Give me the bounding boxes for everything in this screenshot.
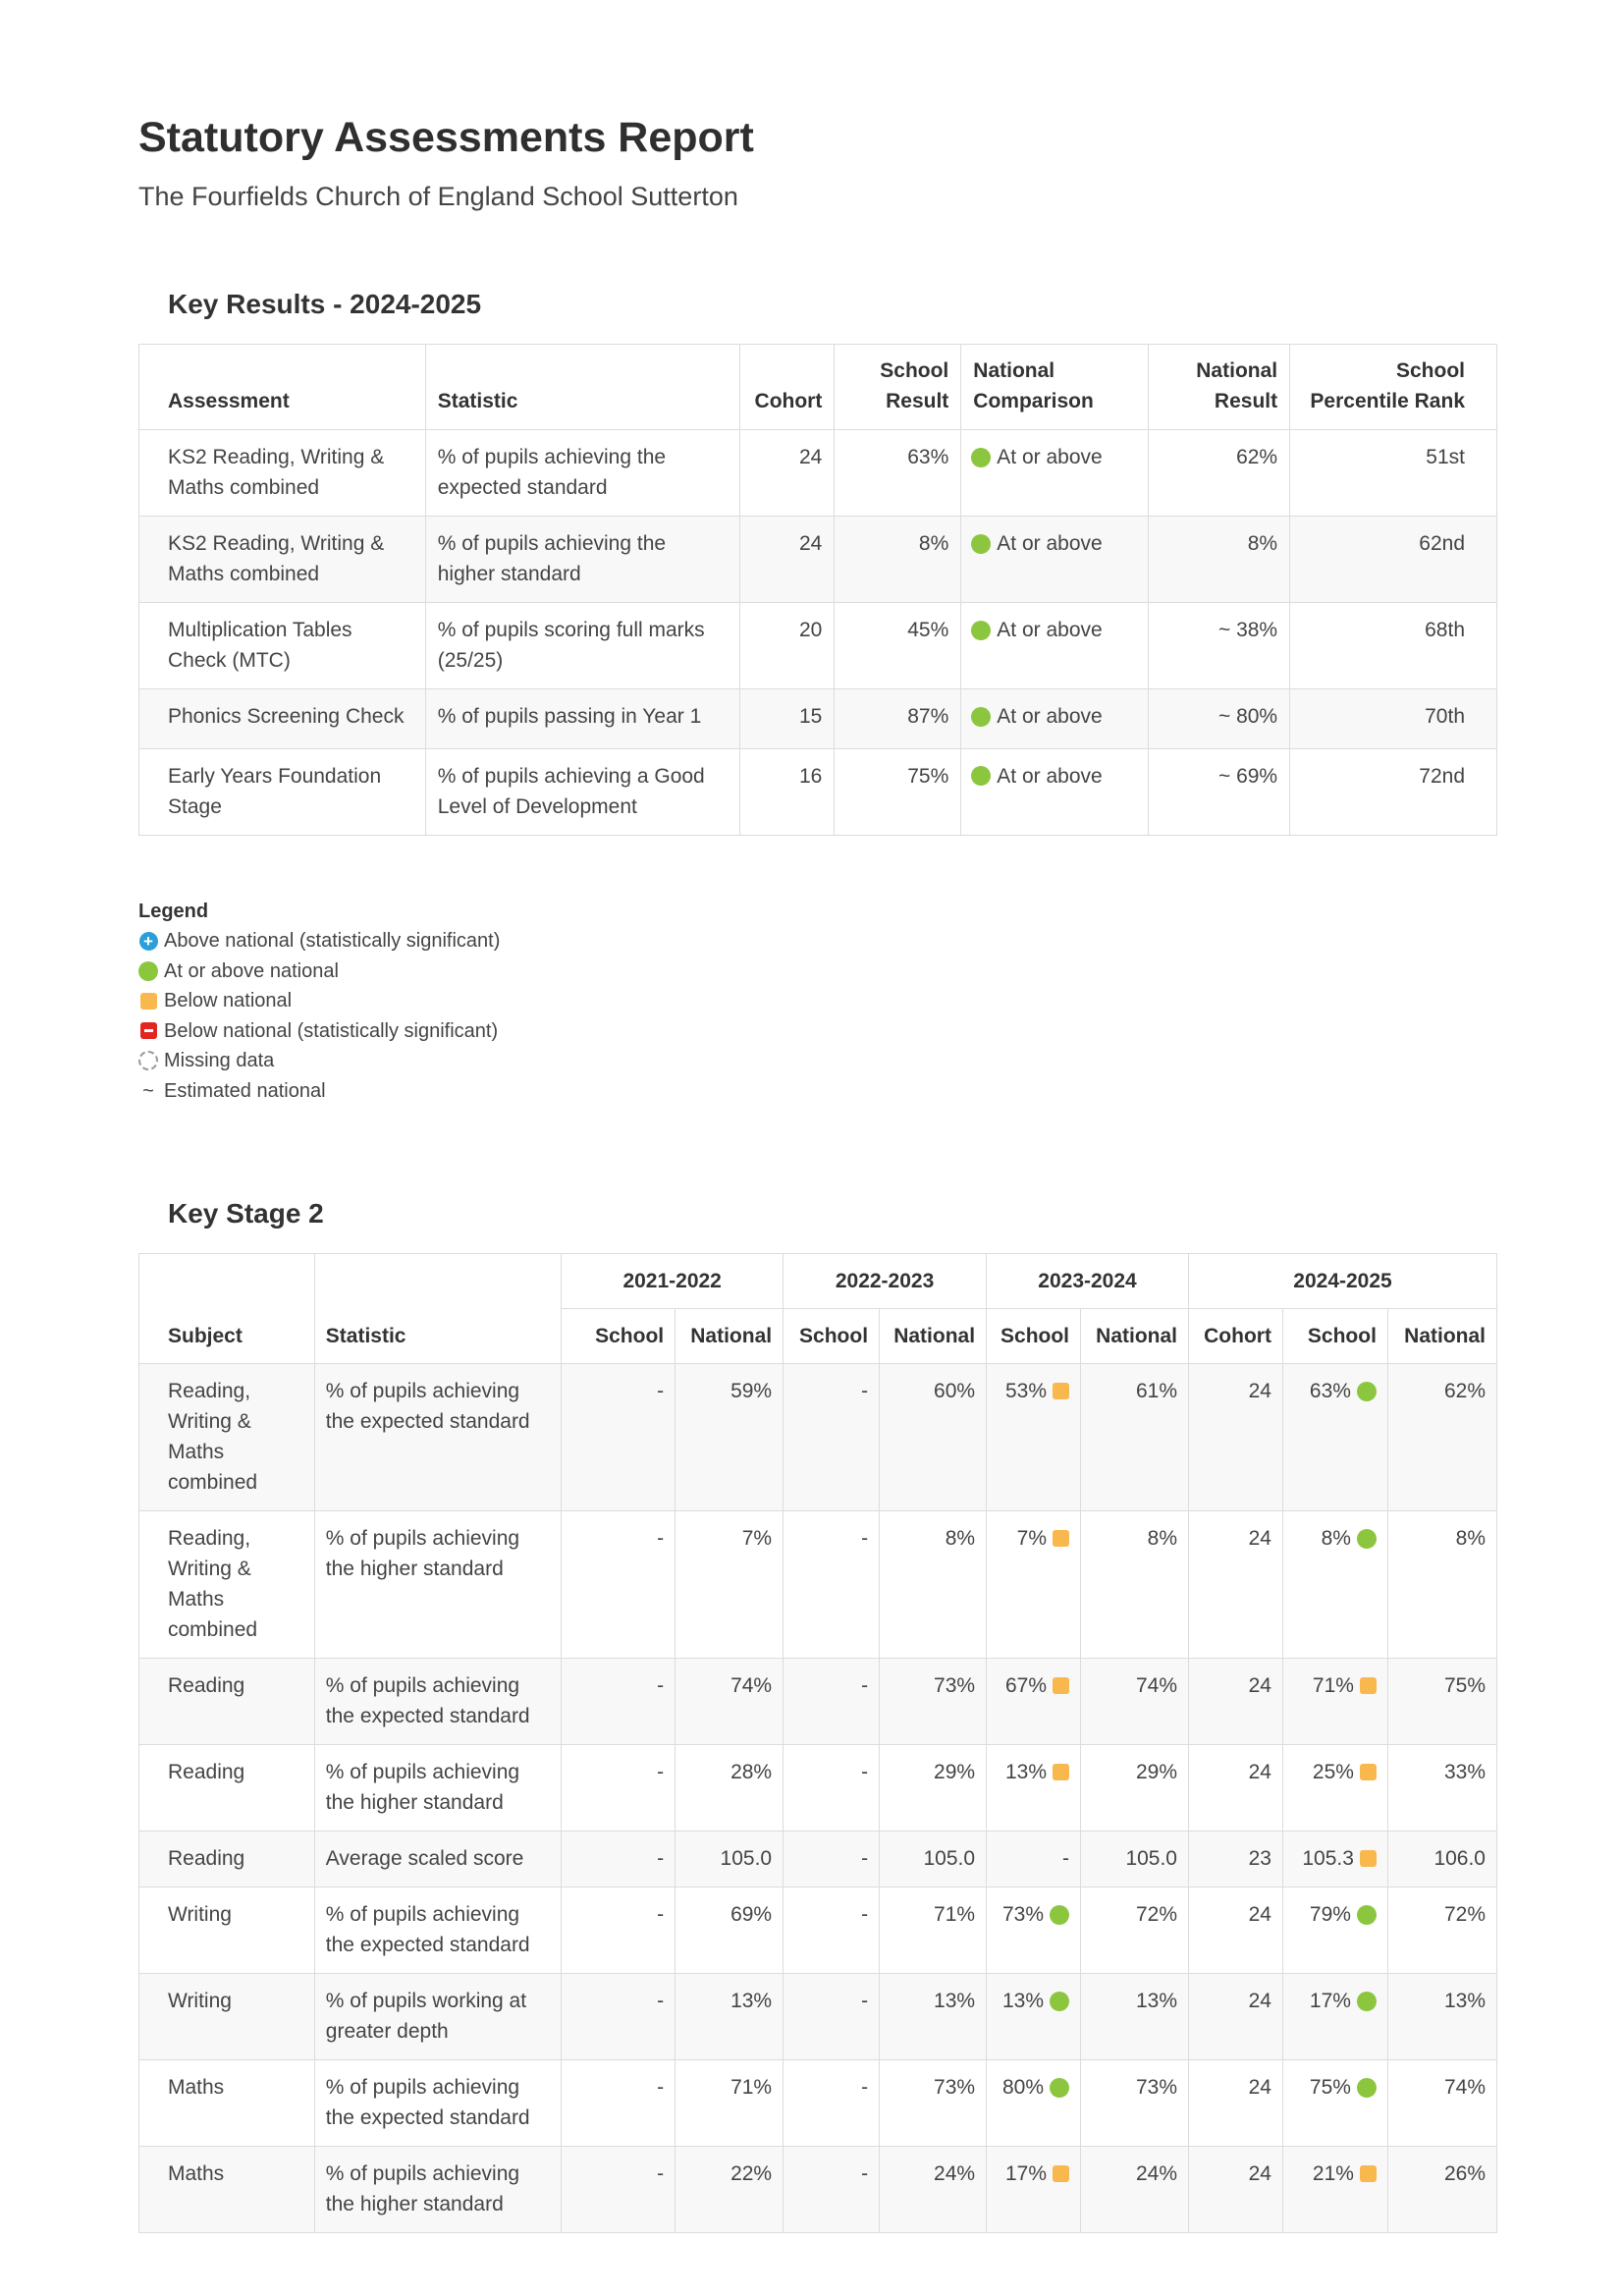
legend (138, 897, 1497, 1107)
col-statistic: Statistic (425, 345, 740, 430)
table-row (139, 2147, 1497, 2233)
green-circle-icon (971, 621, 991, 640)
cohort-2024-2025-cell: 24 (1189, 1659, 1283, 1745)
school-2022-2023-cell: - (784, 1974, 880, 2060)
school-2021-2022-cell: - (562, 1364, 676, 1511)
orange-square-icon (140, 993, 157, 1010)
school-result-cell: 87% (835, 689, 961, 749)
legend-item: Below national (138, 986, 1497, 1016)
national-2022-2023-cell: 73% (880, 1659, 987, 1745)
school-result-cell: 63% (835, 430, 961, 517)
col-national: National (1081, 1309, 1189, 1364)
national-comparison-cell: At or above (961, 603, 1149, 689)
national-comparison-cell: At or above (961, 430, 1149, 517)
percentile-cell: 70th (1290, 689, 1497, 749)
school-2023-2024-cell: 80% (987, 2060, 1081, 2147)
legend-item: Below national (statistically significant) (138, 1016, 1497, 1047)
orange-square-icon (1053, 2165, 1069, 2182)
col-school: School (784, 1309, 880, 1364)
national-2022-2023-cell: 105.0 (880, 1831, 987, 1887)
col-cohort: Cohort (740, 345, 835, 430)
subject-cell: Maths (139, 2147, 315, 2233)
statistic-cell: % of pupils passing in Year 1 (425, 689, 740, 749)
national-result-cell: ~ 69% (1149, 748, 1290, 835)
col-school: School (987, 1309, 1081, 1364)
legend-item: At or above national (138, 957, 1497, 987)
subject-cell: Reading, Writing & Maths combined (139, 1511, 315, 1659)
col-cohort: Cohort (1189, 1309, 1283, 1364)
cohort-2024-2025-cell: 24 (1189, 1745, 1283, 1831)
assessment-cell: Multiplication Tables Check (MTC) (139, 603, 426, 689)
col-national: National (676, 1309, 784, 1364)
page-title: Statutory Assessments Report (138, 114, 754, 161)
green-circle-icon (1357, 1382, 1377, 1401)
national-2021-2022-cell: 59% (676, 1364, 784, 1511)
national-2024-2025-cell: 26% (1387, 2147, 1496, 2233)
national-2021-2022-cell: 13% (676, 1974, 784, 2060)
national-result-cell: 8% (1149, 517, 1290, 603)
col-school: School (562, 1309, 676, 1364)
col-statistic: Statistic (314, 1254, 561, 1364)
school-2023-2024-cell: 13% (987, 1974, 1081, 2060)
statistic-cell: % of pupils working at greater depth (314, 1974, 561, 2060)
statistic-cell: % of pupils achieving the expected standard (314, 1887, 561, 1974)
school-2021-2022-cell: - (562, 1887, 676, 1974)
school-2022-2023-cell: - (784, 2147, 880, 2233)
school-2022-2023-cell: - (784, 1887, 880, 1974)
cohort-cell: 16 (740, 748, 835, 835)
national-result-cell: 62% (1149, 430, 1290, 517)
school-name: The Fourfields Church of England School Sutterton (138, 182, 738, 211)
green-circle-icon (1050, 1905, 1069, 1925)
table-row (139, 1831, 1497, 1887)
national-2023-2024-cell: 61% (1081, 1364, 1189, 1511)
national-2024-2025-cell: 8% (1387, 1511, 1496, 1659)
school-2023-2024-cell: 17% (987, 2147, 1081, 2233)
statistic-cell: % of pupils scoring full marks (25/25) (425, 603, 740, 689)
green-circle-icon (1357, 2078, 1377, 2098)
national-2022-2023-cell: 29% (880, 1745, 987, 1831)
national-2023-2024-cell: 73% (1081, 2060, 1189, 2147)
national-2021-2022-cell: 7% (676, 1511, 784, 1659)
table-row (139, 1974, 1497, 2060)
school-2023-2024-cell: 53% (987, 1364, 1081, 1511)
orange-square-icon (1360, 2165, 1377, 2182)
national-comparison-cell: At or above (961, 517, 1149, 603)
national-2023-2024-cell: 8% (1081, 1511, 1189, 1659)
school-2024-2025-cell: 17% (1282, 1974, 1387, 2060)
col-school-result: School Result (835, 345, 961, 430)
percentile-cell: 62nd (1290, 517, 1497, 603)
report-page (138, 108, 1497, 2233)
key-results-table (138, 344, 1497, 836)
national-2022-2023-cell: 8% (880, 1511, 987, 1659)
cohort-2024-2025-cell: 24 (1189, 1974, 1283, 2060)
ks2-year-header-row (139, 1254, 1497, 1309)
statistic-cell: % of pupils achieving the higher standard (314, 1511, 561, 1659)
col-year-2023-2024: 2023-2024 (987, 1254, 1189, 1309)
percentile-cell: 68th (1290, 603, 1497, 689)
missing-data-icon (138, 1051, 158, 1070)
cohort-2024-2025-cell: 24 (1189, 1511, 1283, 1659)
orange-square-icon (1360, 1677, 1377, 1694)
national-2024-2025-cell: 62% (1387, 1364, 1496, 1511)
blue-plus-icon: + (139, 932, 158, 951)
tilde-icon: ~ (142, 1079, 154, 1102)
national-2023-2024-cell: 72% (1081, 1887, 1189, 1974)
school-2022-2023-cell: - (784, 1511, 880, 1659)
subject-cell: Reading (139, 1831, 315, 1887)
school-result-cell: 75% (835, 748, 961, 835)
national-2023-2024-cell: 74% (1081, 1659, 1189, 1745)
school-2021-2022-cell: - (562, 1745, 676, 1831)
school-2023-2024-cell: 67% (987, 1659, 1081, 1745)
national-2024-2025-cell: 74% (1387, 2060, 1496, 2147)
red-minus-icon (140, 1022, 157, 1039)
table-row (139, 603, 1497, 689)
green-circle-icon (1357, 1905, 1377, 1925)
table-row (139, 689, 1497, 749)
col-year-2021-2022: 2021-2022 (562, 1254, 784, 1309)
green-circle-icon (1357, 1529, 1377, 1549)
table-row (139, 1887, 1497, 1974)
table-row (139, 748, 1497, 835)
key-stage-2-table (138, 1253, 1497, 2233)
orange-square-icon (1360, 1850, 1377, 1867)
table-row (139, 2060, 1497, 2147)
green-circle-icon (1357, 1992, 1377, 2011)
school-2022-2023-cell: - (784, 1659, 880, 1745)
table-row (139, 517, 1497, 603)
national-comparison-cell: At or above (961, 689, 1149, 749)
orange-square-icon (1053, 1764, 1069, 1780)
percentile-cell: 72nd (1290, 748, 1497, 835)
table-row (139, 430, 1497, 517)
col-national: National (880, 1309, 987, 1364)
subject-cell: Maths (139, 2060, 315, 2147)
col-year-2024-2025: 2024-2025 (1189, 1254, 1497, 1309)
key-results-header-row (139, 345, 1497, 430)
percentile-cell: 51st (1290, 430, 1497, 517)
green-circle-icon (138, 961, 158, 981)
col-assessment: Assessment (139, 345, 426, 430)
school-2021-2022-cell: - (562, 2147, 676, 2233)
col-subject: Subject (139, 1254, 315, 1364)
national-2021-2022-cell: 105.0 (676, 1831, 784, 1887)
cohort-2024-2025-cell: 24 (1189, 1887, 1283, 1974)
national-2022-2023-cell: 24% (880, 2147, 987, 2233)
national-result-cell: ~ 80% (1149, 689, 1290, 749)
national-2024-2025-cell: 106.0 (1387, 1831, 1496, 1887)
subject-cell: Writing (139, 1887, 315, 1974)
school-2021-2022-cell: - (562, 1974, 676, 2060)
table-row (139, 1659, 1497, 1745)
table-row (139, 1511, 1497, 1659)
national-2021-2022-cell: 74% (676, 1659, 784, 1745)
subject-cell: Reading, Writing & Maths combined (139, 1364, 315, 1511)
school-2023-2024-cell: 7% (987, 1511, 1081, 1659)
school-2023-2024-cell: - (987, 1831, 1081, 1887)
cohort-cell: 15 (740, 689, 835, 749)
school-2021-2022-cell: - (562, 1511, 676, 1659)
col-national-comparison: National Comparison (961, 345, 1149, 430)
school-2022-2023-cell: - (784, 2060, 880, 2147)
orange-square-icon (1360, 1764, 1377, 1780)
key-stage-2-heading: Key Stage 2 (168, 1198, 324, 1229)
national-2023-2024-cell: 13% (1081, 1974, 1189, 2060)
statistic-cell: % of pupils achieving the expected standard (314, 1659, 561, 1745)
statistic-cell: % of pupils achieving the higher standard (425, 517, 740, 603)
statistic-cell: % of pupils achieving the expected standard (425, 430, 740, 517)
school-result-cell: 8% (835, 517, 961, 603)
national-2023-2024-cell: 24% (1081, 2147, 1189, 2233)
legend-item: Missing data (138, 1046, 1497, 1076)
statistic-cell: % of pupils achieving the expected standard (314, 1364, 561, 1511)
subject-cell: Reading (139, 1659, 315, 1745)
national-2022-2023-cell: 13% (880, 1974, 987, 2060)
national-2024-2025-cell: 13% (1387, 1974, 1496, 2060)
school-2022-2023-cell: - (784, 1831, 880, 1887)
col-percentile-rank: School Percentile Rank (1290, 345, 1497, 430)
col-national: National (1387, 1309, 1496, 1364)
school-2021-2022-cell: - (562, 1659, 676, 1745)
green-circle-icon (1050, 1992, 1069, 2011)
assessment-cell: KS2 Reading, Writing & Maths combined (139, 430, 426, 517)
school-2024-2025-cell: 8% (1282, 1511, 1387, 1659)
school-2024-2025-cell: 79% (1282, 1887, 1387, 1974)
green-circle-icon (971, 766, 991, 786)
col-national-result: National Result (1149, 345, 1290, 430)
subject-cell: Reading (139, 1745, 315, 1831)
national-result-cell: ~ 38% (1149, 603, 1290, 689)
school-2022-2023-cell: - (784, 1364, 880, 1511)
national-2021-2022-cell: 28% (676, 1745, 784, 1831)
orange-square-icon (1053, 1677, 1069, 1694)
national-2021-2022-cell: 69% (676, 1887, 784, 1974)
national-2022-2023-cell: 71% (880, 1887, 987, 1974)
national-2024-2025-cell: 75% (1387, 1659, 1496, 1745)
statistic-cell: Average scaled score (314, 1831, 561, 1887)
school-2024-2025-cell: 71% (1282, 1659, 1387, 1745)
assessment-cell: Early Years Foundation Stage (139, 748, 426, 835)
school-result-cell: 45% (835, 603, 961, 689)
assessment-cell: KS2 Reading, Writing & Maths combined (139, 517, 426, 603)
national-2024-2025-cell: 72% (1387, 1887, 1496, 1974)
national-2024-2025-cell: 33% (1387, 1745, 1496, 1831)
key-results-heading: Key Results - 2024-2025 (168, 289, 482, 319)
green-circle-icon (1050, 2078, 1069, 2098)
subject-cell: Writing (139, 1974, 315, 2060)
green-circle-icon (971, 707, 991, 727)
cohort-2024-2025-cell: 24 (1189, 2147, 1283, 2233)
orange-square-icon (1053, 1383, 1069, 1399)
statistic-cell: % of pupils achieving the expected standard (314, 2060, 561, 2147)
green-circle-icon (971, 448, 991, 467)
table-row (139, 1745, 1497, 1831)
national-2022-2023-cell: 60% (880, 1364, 987, 1511)
school-2023-2024-cell: 73% (987, 1887, 1081, 1974)
orange-square-icon (1053, 1530, 1069, 1547)
statistic-cell: % of pupils achieving a Good Level of Development (425, 748, 740, 835)
legend-item: ~ Estimated national (138, 1076, 1497, 1107)
national-2023-2024-cell: 29% (1081, 1745, 1189, 1831)
school-2022-2023-cell: - (784, 1745, 880, 1831)
school-2021-2022-cell: - (562, 2060, 676, 2147)
cohort-2024-2025-cell: 23 (1189, 1831, 1283, 1887)
cohort-cell: 20 (740, 603, 835, 689)
school-2024-2025-cell: 63% (1282, 1364, 1387, 1511)
school-2023-2024-cell: 13% (987, 1745, 1081, 1831)
cohort-cell: 24 (740, 430, 835, 517)
cohort-cell: 24 (740, 517, 835, 603)
national-comparison-cell: At or above (961, 748, 1149, 835)
table-row (139, 1364, 1497, 1511)
national-2022-2023-cell: 73% (880, 2060, 987, 2147)
statistic-cell: % of pupils achieving the higher standard (314, 1745, 561, 1831)
col-year-2022-2023: 2022-2023 (784, 1254, 987, 1309)
national-2023-2024-cell: 105.0 (1081, 1831, 1189, 1887)
school-2024-2025-cell: 25% (1282, 1745, 1387, 1831)
assessment-cell: Phonics Screening Check (139, 689, 426, 749)
cohort-2024-2025-cell: 24 (1189, 1364, 1283, 1511)
col-school: School (1282, 1309, 1387, 1364)
statistic-cell: % of pupils achieving the higher standard (314, 2147, 561, 2233)
school-2024-2025-cell: 21% (1282, 2147, 1387, 2233)
school-2024-2025-cell: 75% (1282, 2060, 1387, 2147)
school-2024-2025-cell: 105.3 (1282, 1831, 1387, 1887)
national-2021-2022-cell: 71% (676, 2060, 784, 2147)
national-2021-2022-cell: 22% (676, 2147, 784, 2233)
cohort-2024-2025-cell: 24 (1189, 2060, 1283, 2147)
legend-title: Legend (138, 900, 209, 922)
legend-item: + Above national (statistically significant) (138, 926, 1497, 957)
green-circle-icon (971, 534, 991, 554)
school-2021-2022-cell: - (562, 1831, 676, 1887)
